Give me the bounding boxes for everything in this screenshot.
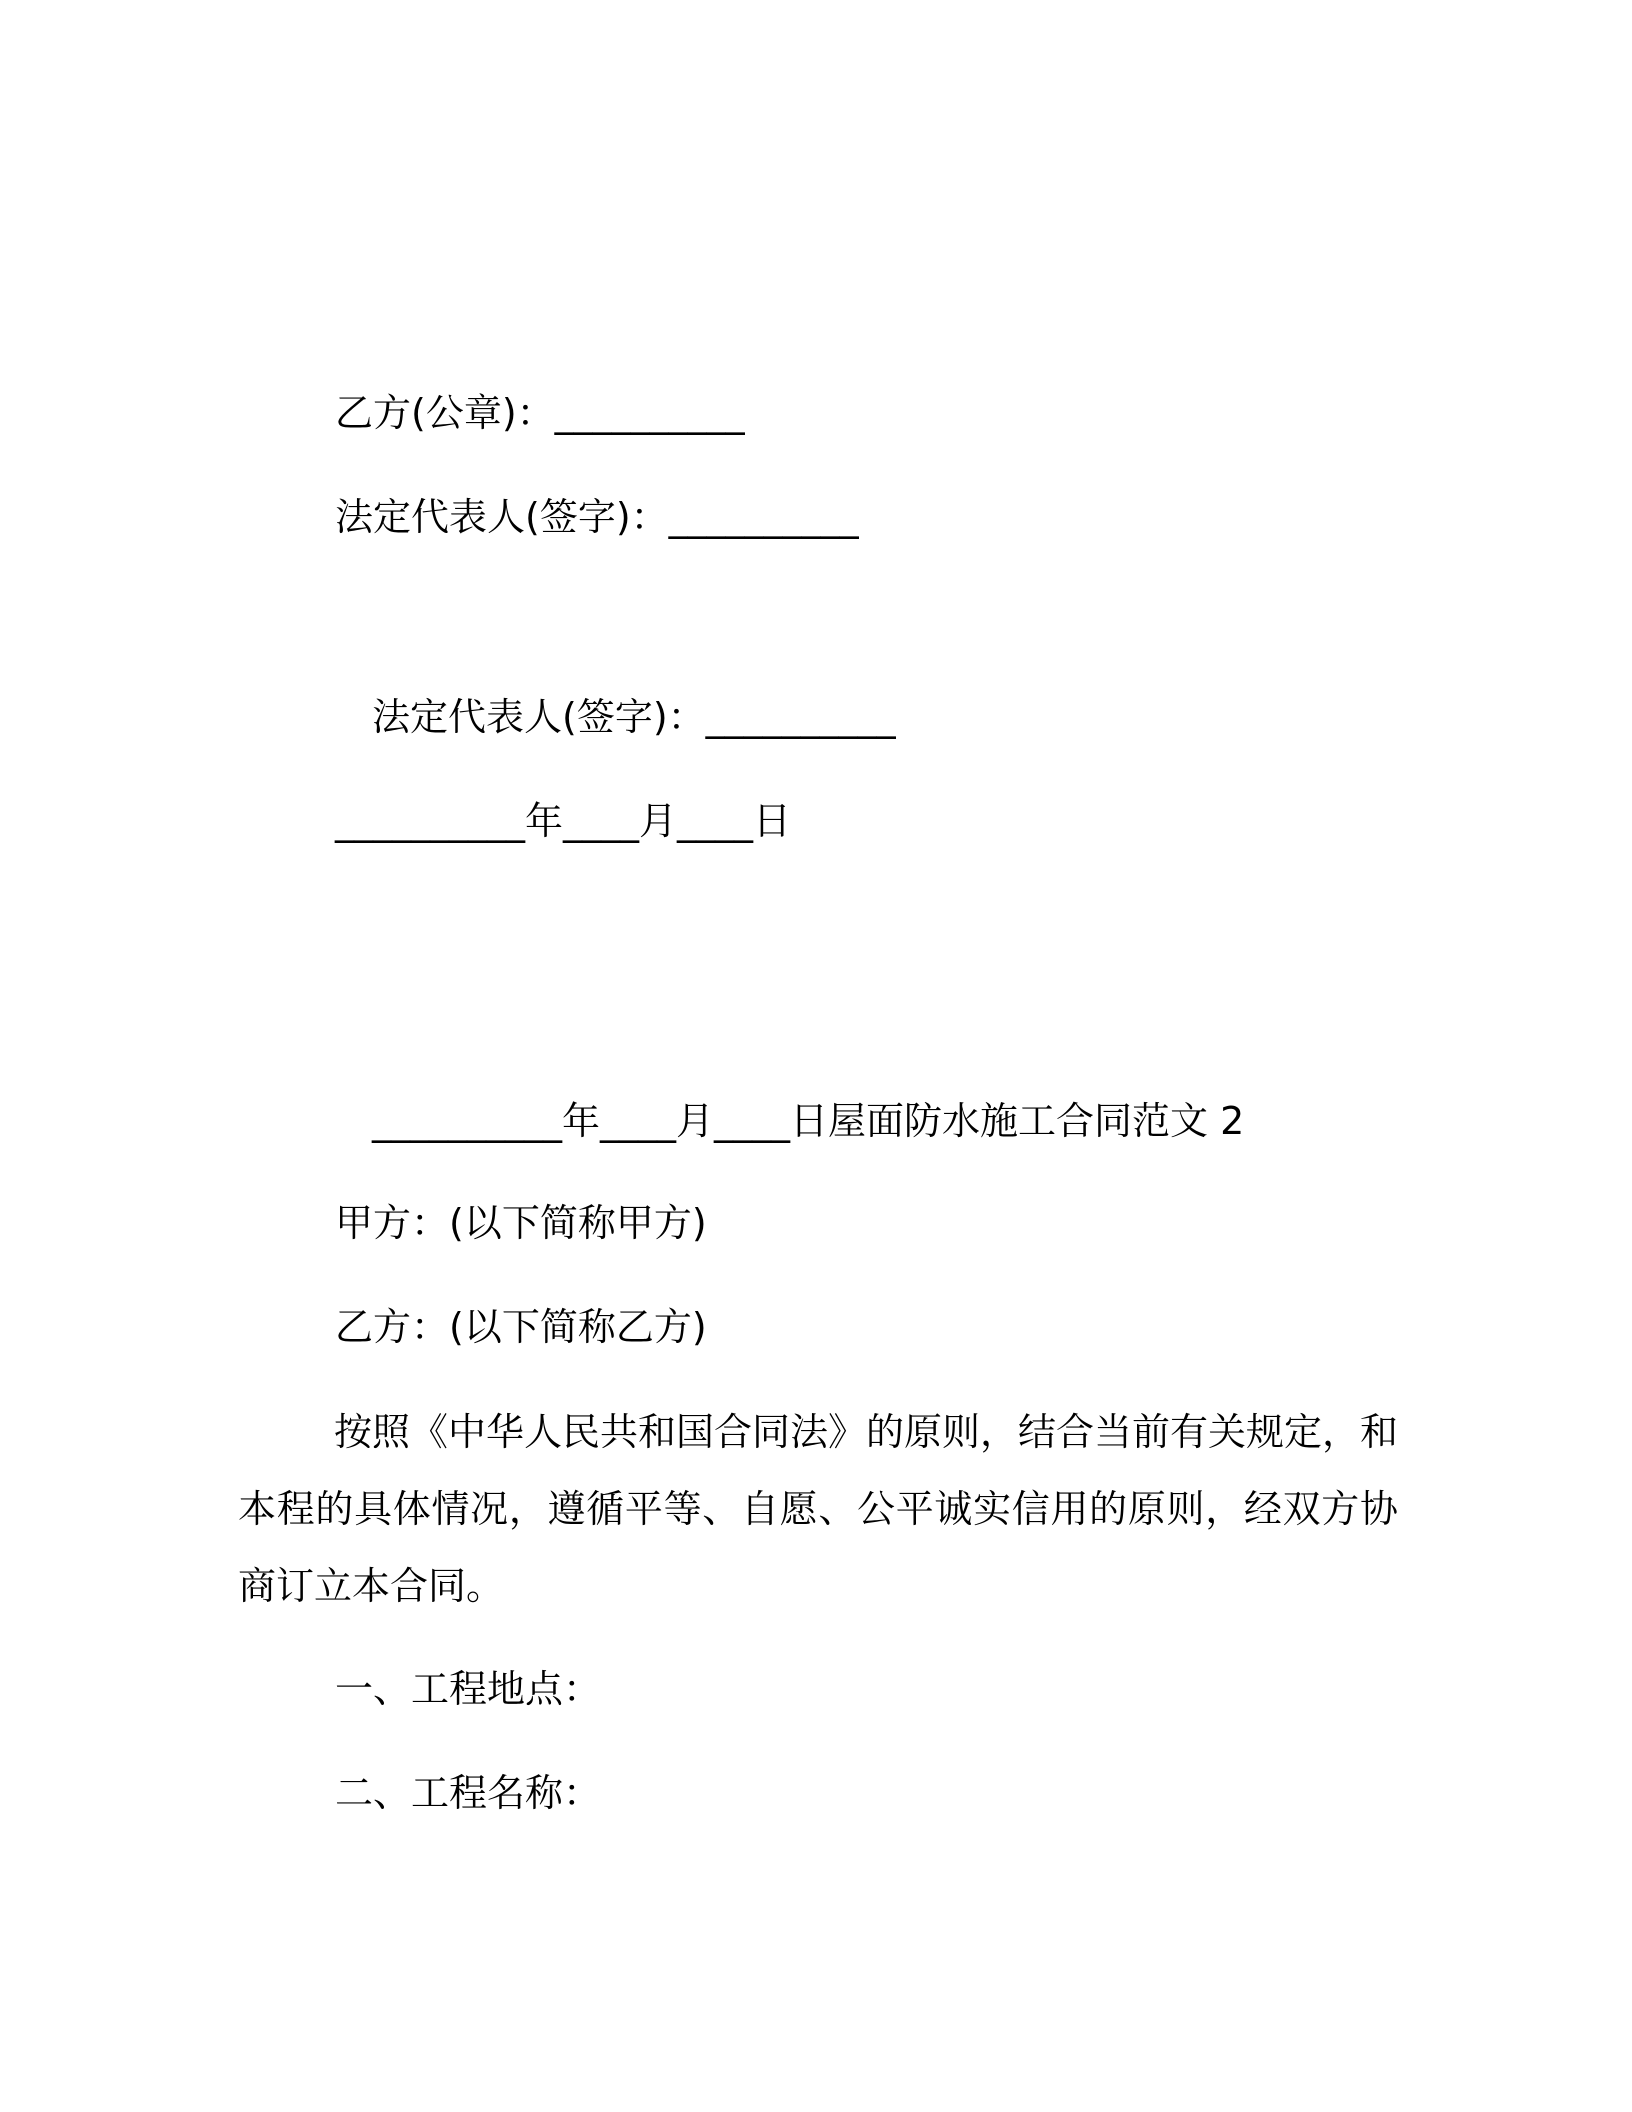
legal-representative-line: 法定代表人(签字)：__________ — [335, 495, 859, 539]
party-b-line: 乙方：(以下简称乙方) — [335, 1305, 707, 1349]
legal-representative-line: 法定代表人(签字)：__________ — [372, 695, 896, 739]
section-heading: 二、工程名称： — [335, 1771, 602, 1815]
party-a-line: 甲方：(以下简称甲方) — [335, 1201, 707, 1245]
party-b-seal-line: 乙方(公章)：__________ — [335, 391, 745, 435]
preamble-paragraph: 按照《中华人民共和国合同法》的原则，结合当前有关规定，和本程的具体情况，遵循平等、自愿、公平诚实信用的原则，经双方协商订立本合同。 — [238, 1410, 1399, 1608]
date-line: __________年____月____日 — [335, 799, 792, 843]
contract-title-line: __________年____月____日屋面防水施工合同范文 2 — [372, 1099, 1245, 1143]
section-heading: 一、工程地点： — [335, 1667, 602, 1711]
